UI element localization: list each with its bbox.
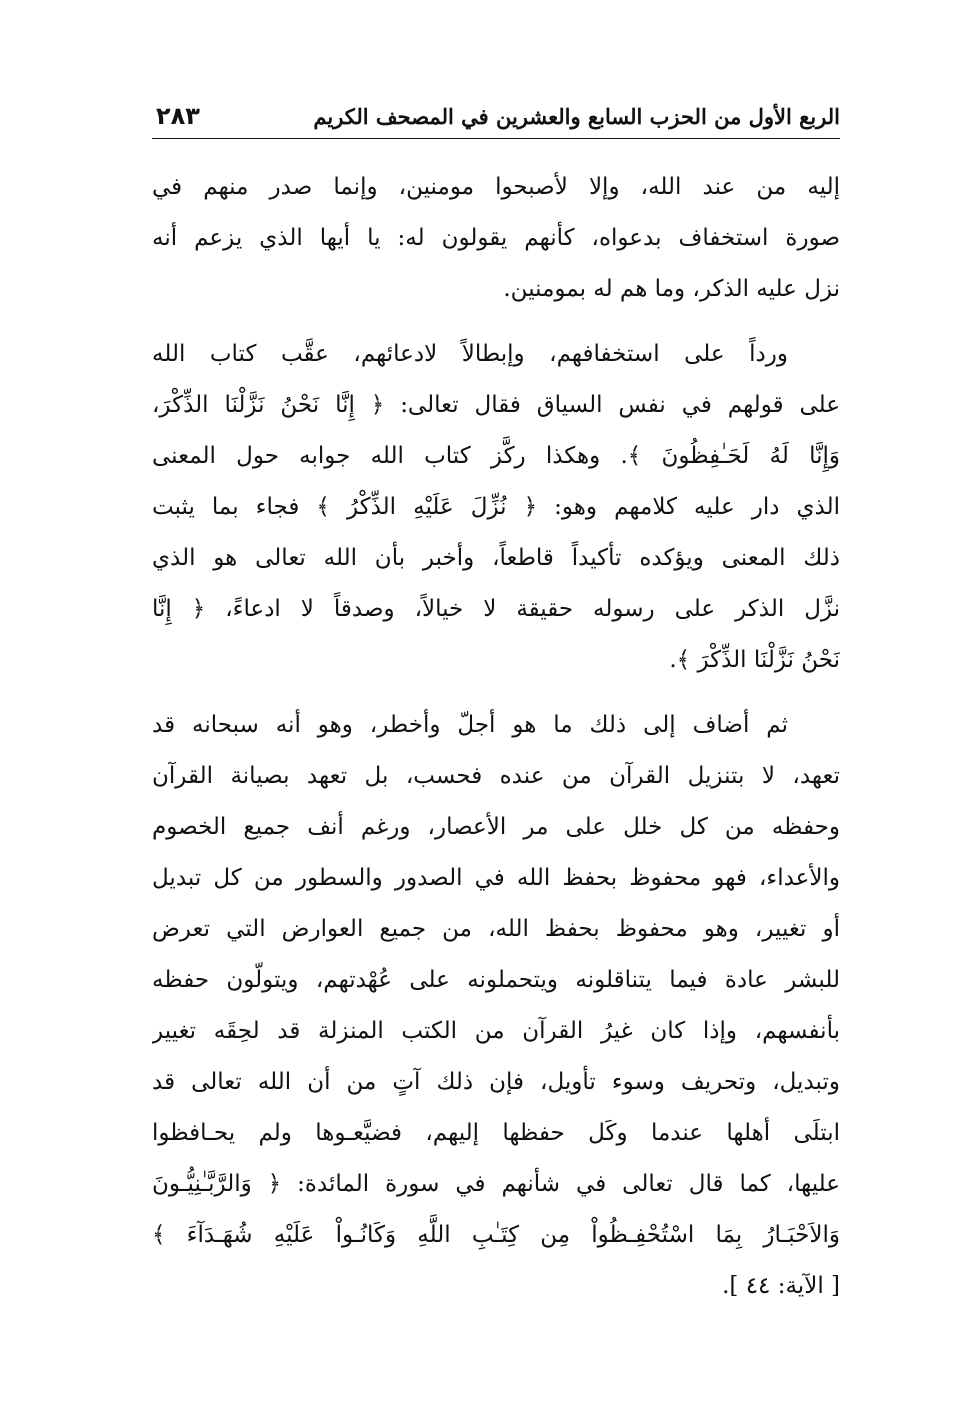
text-line: نزَّل الذكر على رسوله حقيقة لا خيالاً، وصدقاً لا ادعاءً، ﴿ إِنَّا	[152, 596, 840, 622]
text-line: عليها، كما قال تعالى في شأنهم في سورة المائدة: ﴿ وَالرَّبَّـٰنِيُّـونَ	[152, 1171, 840, 1197]
text-line: وَالاَحْبَـارُ بِمَا اسْتُحْفِـظُواْ مِن كِتَـٰبِ اللَّهِ وَكَانُـواْ عَلَيْهِ شُهَـدَآءَ ﴾	[152, 1222, 840, 1248]
text-line: [ الآية: ٤٤ ].	[722, 1273, 840, 1299]
text-line: وتبديل، وتحريف وسوء تأويل، فإن ذلك آتٍ من أن الله تعالى قد	[152, 1069, 840, 1095]
text-line: صورة استخفاف بدعواه، كأنهم يقولون له: يا أيها الذي يزعم أنه	[152, 225, 840, 251]
text-line: ثم أضاف إلى ذلك ما هو أجلّ وأخطر، وهو أنه سبحانه قد	[152, 712, 788, 738]
text-line: ذلك المعنى ويؤكده تأكيداً قاطعاً، وأخبر بأن الله تعالى هو الذي	[152, 545, 840, 571]
page-header	[152, 100, 840, 140]
text-line: وَإِنَّا لَهُ لَحَـٰفِظُونَ ﴾. وهكذا ركَّز كتاب الله جوابه حول المعنى	[152, 443, 840, 469]
text-line: ورداً على استخفافهم، وإبطالاً لادعائهم، عقَّب كتاب الله	[152, 341, 788, 367]
paragraph	[152, 700, 840, 1312]
running-title: الربع الأول من الحزب السابع والعشرين في المصحف الكريم	[313, 104, 840, 129]
paragraph	[152, 162, 840, 315]
text-line: نَحْنُ نَزَّلْنَا الذِّكْرَ ﴾.	[669, 647, 840, 673]
text-line: للبشر عادة فيما يتناقلونه ويتحملونه على عُهْدتهم، ويتولّون حفظه	[152, 967, 840, 993]
text-line: تعهد، لا بتنزيل القرآن من عنده فحسب، بل تعهد بصيانة القرآن	[152, 763, 840, 789]
text-line: والأعداء، فهو محفوظ بحفظ الله في الصدور والسطور من كل تبديل	[152, 865, 840, 891]
text-line: أو تغيير، وهو محفوظ بحفظ الله، من جميع العوارض التي تعرض	[152, 916, 840, 942]
text-line: الذي دار عليه كلامهم وهو: ﴿ نُزِّلَ عَلَيْهِ الذِّكْرُ ﴾ فجاء بما يثبت	[152, 494, 840, 520]
page-body	[152, 162, 840, 1312]
header-rule	[152, 138, 840, 139]
text-line: بأنفسهم، وإذا كان غيرُ القرآن من الكتب المنزلة قد لحِقَه تغيير	[152, 1018, 840, 1044]
text-line: على قولهم في نفس السياق فقال تعالى: ﴿ إِنَّا نَحْنُ نَزَّلْنَا الذِّكْرَ،	[152, 392, 840, 418]
text-line: إليه من عند الله، وإلا لأصبحوا مومنين، وإنما صدر منهم في	[152, 174, 840, 200]
text-line: وحفظه من كل خلل على مر الأعصار، ورغم أنف جميع الخصوم	[152, 814, 840, 840]
paragraph	[152, 329, 840, 686]
page-number: ٢٨٣	[156, 102, 200, 130]
text-line: نزل عليه الذكر، وما هم له بمومنين.	[503, 276, 840, 302]
text-line: ابتلَى أهلها عندما وكَل حفظها إليهم، فضيَّعـوها ولم يحـافظوا	[152, 1120, 840, 1146]
